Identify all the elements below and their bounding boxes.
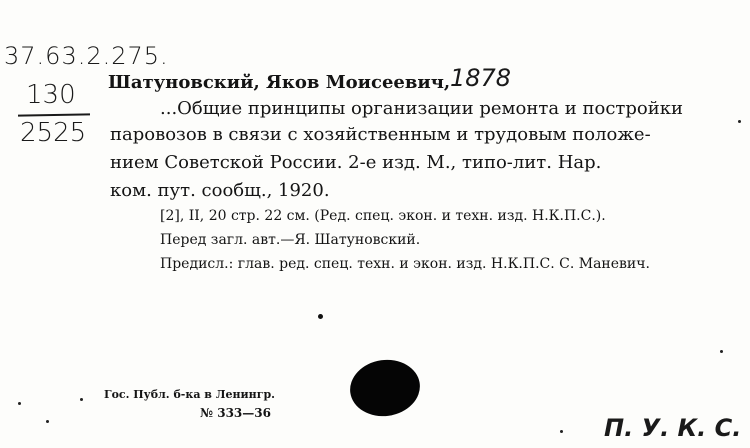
speck xyxy=(560,430,563,433)
preface-note: Предисл.: глав. ред. спец. техн. и экон. изд. Н.К.П.С. С. Маневич. xyxy=(160,256,650,272)
title-line: ком. пут. сообщ., 1920. xyxy=(110,180,330,201)
author-birth-year: 1878 xyxy=(450,64,512,92)
author-name: Шатуновский, Яков Моисеевич, xyxy=(108,72,451,93)
title-line: паровозов в связи с хозяйственным и трудовым положе- xyxy=(110,124,651,145)
title-line: ...Общие принципы организации ремонта и постройки xyxy=(160,98,683,119)
speck xyxy=(46,420,49,423)
speck xyxy=(738,120,741,123)
title-line: нием Советской России. 2-е изд. М., типо-лит. Нар. xyxy=(110,152,602,173)
library-stamp-line: Гос. Публ. б-ка в Ленингр. xyxy=(104,388,275,401)
ink-blot xyxy=(346,355,423,420)
shelf-number-bottom: 2525 xyxy=(20,118,87,148)
library-stamp-number: № 333—36 xyxy=(200,406,271,420)
ink-dot xyxy=(318,314,323,319)
author-note: Перед загл. авт.—Я. Шатуновский. xyxy=(160,232,421,248)
shelf-number-top: 130 xyxy=(26,80,76,110)
speck xyxy=(80,398,83,401)
call-number: 37.63.2.275. xyxy=(4,42,169,70)
speck xyxy=(720,350,723,353)
shelf-divider xyxy=(18,113,90,116)
corner-handwritten-mark: П. У. К. С. xyxy=(604,414,742,442)
speck xyxy=(18,402,21,405)
collation-note: [2], II, 20 стр. 22 см. (Ред. спец. экон. и техн. изд. Н.К.П.С.). xyxy=(160,208,606,224)
